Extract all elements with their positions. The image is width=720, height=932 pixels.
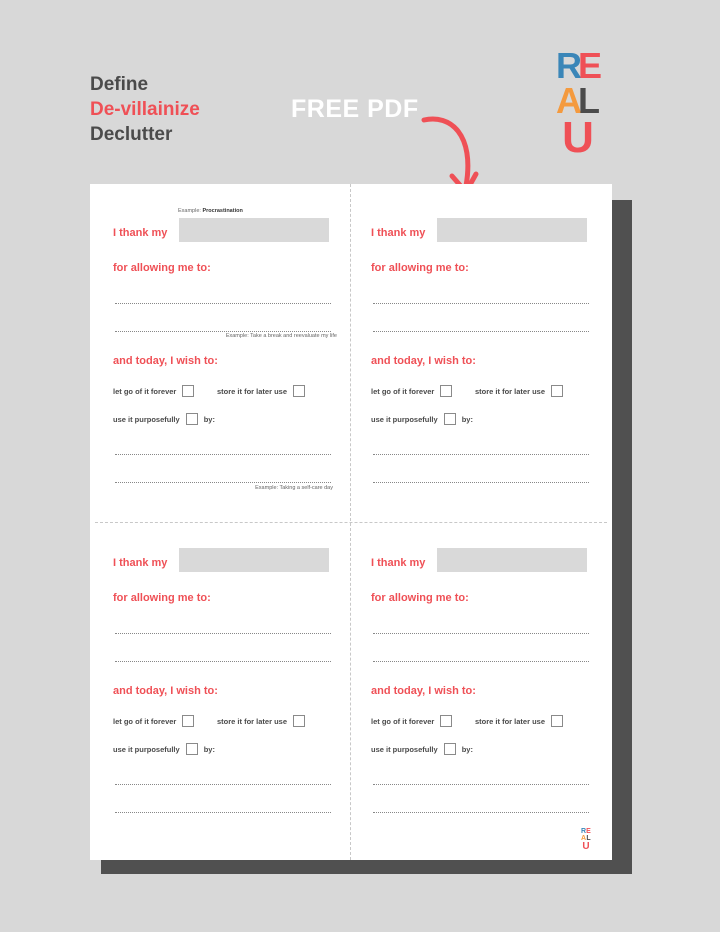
store-checkbox[interactable]: [551, 385, 563, 397]
today-label: and today, I wish to:: [371, 685, 476, 697]
logo-r: R: [556, 45, 582, 86]
by-line-1[interactable]: [115, 454, 331, 455]
option-let-go: let go of it forever: [371, 385, 452, 397]
allowing-label: for allowing me to:: [371, 592, 469, 604]
let-go-checkbox[interactable]: [440, 385, 452, 397]
thank-input[interactable]: [437, 548, 587, 572]
by-line-2[interactable]: [115, 482, 331, 483]
today-label: and today, I wish to:: [371, 355, 476, 367]
option-let-go: let go of it forever: [371, 715, 452, 727]
store-checkbox[interactable]: [293, 715, 305, 727]
by-line-2[interactable]: [373, 812, 589, 813]
use-checkbox[interactable]: [444, 743, 456, 755]
card-bottom-left: [113, 514, 333, 834]
logo-u: U: [562, 113, 594, 162]
store-checkbox[interactable]: [293, 385, 305, 397]
thank-label: I thank my: [113, 557, 168, 569]
allowing-line-1[interactable]: [373, 633, 589, 634]
headline-declutter: Declutter: [90, 124, 173, 145]
by-line-2[interactable]: [373, 482, 589, 483]
allowing-label: for allowing me to:: [113, 592, 211, 604]
option-let-go: let go of it forever: [113, 715, 194, 727]
option-use: use it purposefully by:: [113, 414, 215, 424]
headline-devillainize: De-villainize: [90, 99, 200, 120]
allowing-line-1[interactable]: [115, 633, 331, 634]
example-reevaluate: Example: Take a break and reevaluate my life: [225, 333, 337, 339]
by-line-2[interactable]: [115, 812, 331, 813]
store-checkbox[interactable]: [551, 715, 563, 727]
headline-define: Define: [90, 74, 149, 95]
allowing-line-1[interactable]: [115, 303, 331, 304]
thank-label: I thank my: [371, 557, 426, 569]
allowing-line-2[interactable]: [115, 331, 331, 332]
today-label: and today, I wish to:: [113, 685, 218, 697]
mini-reaalu-logo: RE AL U: [581, 828, 591, 852]
example-self-care: Example: Taking a self-care day: [255, 485, 333, 491]
allowing-line-2[interactable]: [373, 331, 589, 332]
thank-label: I thank my: [113, 227, 168, 239]
logo-a: A: [556, 80, 582, 121]
option-store: store it for later use: [475, 385, 563, 397]
option-use: use it purposefully by:: [371, 414, 473, 424]
let-go-checkbox[interactable]: [182, 385, 194, 397]
option-store: store it for later use: [217, 385, 305, 397]
card-top-left: [113, 184, 337, 504]
option-store: store it for later use: [217, 715, 305, 727]
by-line-1[interactable]: [373, 784, 589, 785]
by-line-1[interactable]: [373, 454, 589, 455]
card-bottom-right: [371, 514, 591, 834]
allowing-label: for allowing me to:: [113, 262, 211, 274]
option-use: use it purposefully by:: [371, 744, 473, 754]
allowing-line-2[interactable]: [115, 661, 331, 662]
option-store: store it for later use: [475, 715, 563, 727]
option-use: use it purposefully by:: [113, 744, 215, 754]
card-top-right: [371, 184, 591, 504]
use-checkbox[interactable]: [186, 413, 198, 425]
reaalu-logo: [556, 45, 616, 162]
thank-input[interactable]: [437, 218, 587, 242]
allowing-line-2[interactable]: [373, 661, 589, 662]
thank-input[interactable]: [179, 548, 329, 572]
thank-label: I thank my: [371, 227, 426, 239]
today-label: and today, I wish to:: [113, 355, 218, 367]
logo-l: L: [578, 80, 600, 121]
let-go-checkbox[interactable]: [182, 715, 194, 727]
logo-e: E: [578, 45, 603, 86]
thank-input[interactable]: [179, 218, 329, 242]
by-line-1[interactable]: [115, 784, 331, 785]
use-checkbox[interactable]: [186, 743, 198, 755]
option-let-go: let go of it forever: [113, 385, 194, 397]
headline: [90, 72, 200, 147]
allowing-label: for allowing me to:: [371, 262, 469, 274]
free-pdf-label: FREE PDF: [291, 95, 419, 123]
use-checkbox[interactable]: [444, 413, 456, 425]
let-go-checkbox[interactable]: [440, 715, 452, 727]
allowing-line-1[interactable]: [373, 303, 589, 304]
example-procrastination: Example: Procrastination: [178, 208, 243, 214]
worksheet: [90, 184, 612, 860]
